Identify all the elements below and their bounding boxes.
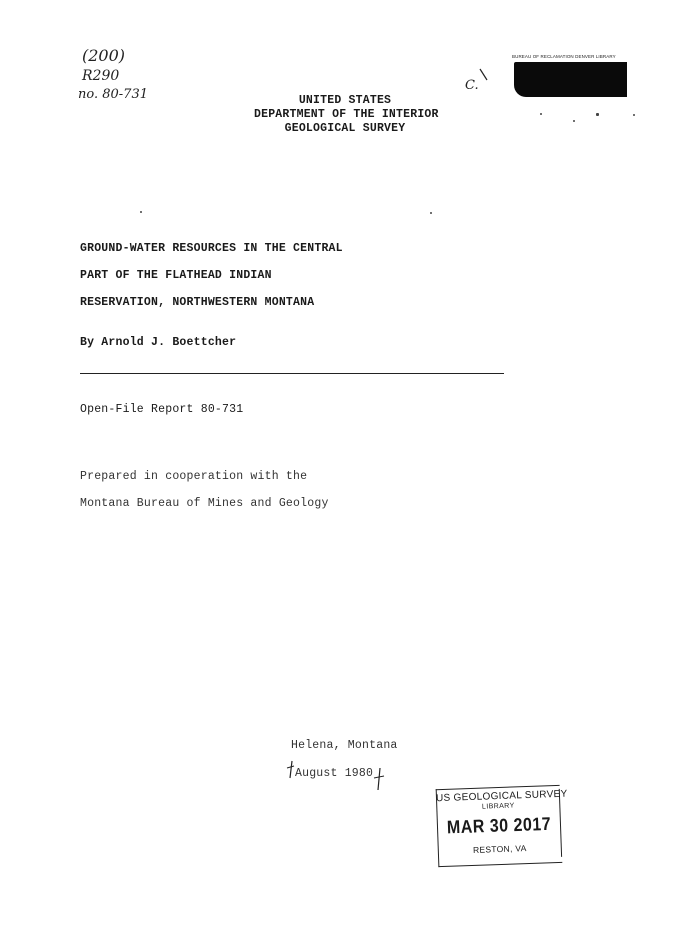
speck: [140, 211, 142, 213]
handwritten-note-1: (200): [82, 46, 126, 65]
stamp-agency: US GEOLOGICAL SURVEY: [435, 788, 568, 805]
speck: [573, 120, 575, 122]
redaction-block: [514, 62, 627, 97]
header-line-3: GEOLOGICAL SURVEY: [284, 122, 406, 135]
pen-stroke-icon: [478, 68, 490, 82]
stamp-border-bottom: [438, 862, 562, 867]
cooperation-line-2: Montana Bureau of Mines and Geology: [80, 497, 329, 510]
stamp-library: LIBRARY: [481, 802, 515, 811]
title-line-2: PART OF THE FLATHEAD INDIAN: [80, 269, 272, 282]
speck: [596, 113, 599, 116]
title-line-3: RESERVATION, NORTHWESTERN MONTANA: [80, 296, 315, 309]
pen-stroke-icon: [372, 766, 386, 792]
pen-stroke-icon: [286, 760, 296, 780]
header-line-1: UNITED STATES: [298, 94, 392, 107]
speck: [633, 114, 635, 116]
handwritten-corner-mark: C.: [465, 78, 479, 93]
divider: [80, 373, 504, 374]
speck: [540, 113, 542, 115]
title-line-1: GROUND-WATER RESOURCES IN THE CENTRAL: [80, 242, 343, 255]
cooperation-line-1: Prepared in cooperation with the: [80, 470, 308, 483]
stamp-place: RESTON, VA: [472, 843, 527, 855]
handwritten-note-3: no. 80-731: [78, 87, 148, 102]
handwritten-note-2: R290: [82, 68, 120, 84]
header-line-2: DEPARTMENT OF THE INTERIOR: [254, 108, 439, 121]
library-stamp: [435, 785, 568, 867]
publication-date: August 1980: [295, 767, 374, 780]
author: By Arnold J. Boettcher: [80, 336, 237, 349]
speck: [430, 212, 432, 214]
publication-place: Helena, Montana: [291, 739, 398, 752]
library-label: BUREAU OF RECLAMATION DENVER LIBRARY: [512, 54, 616, 59]
report-number: Open-File Report 80-731: [80, 403, 244, 416]
stamp-date: MAR 30 2017: [446, 814, 552, 839]
